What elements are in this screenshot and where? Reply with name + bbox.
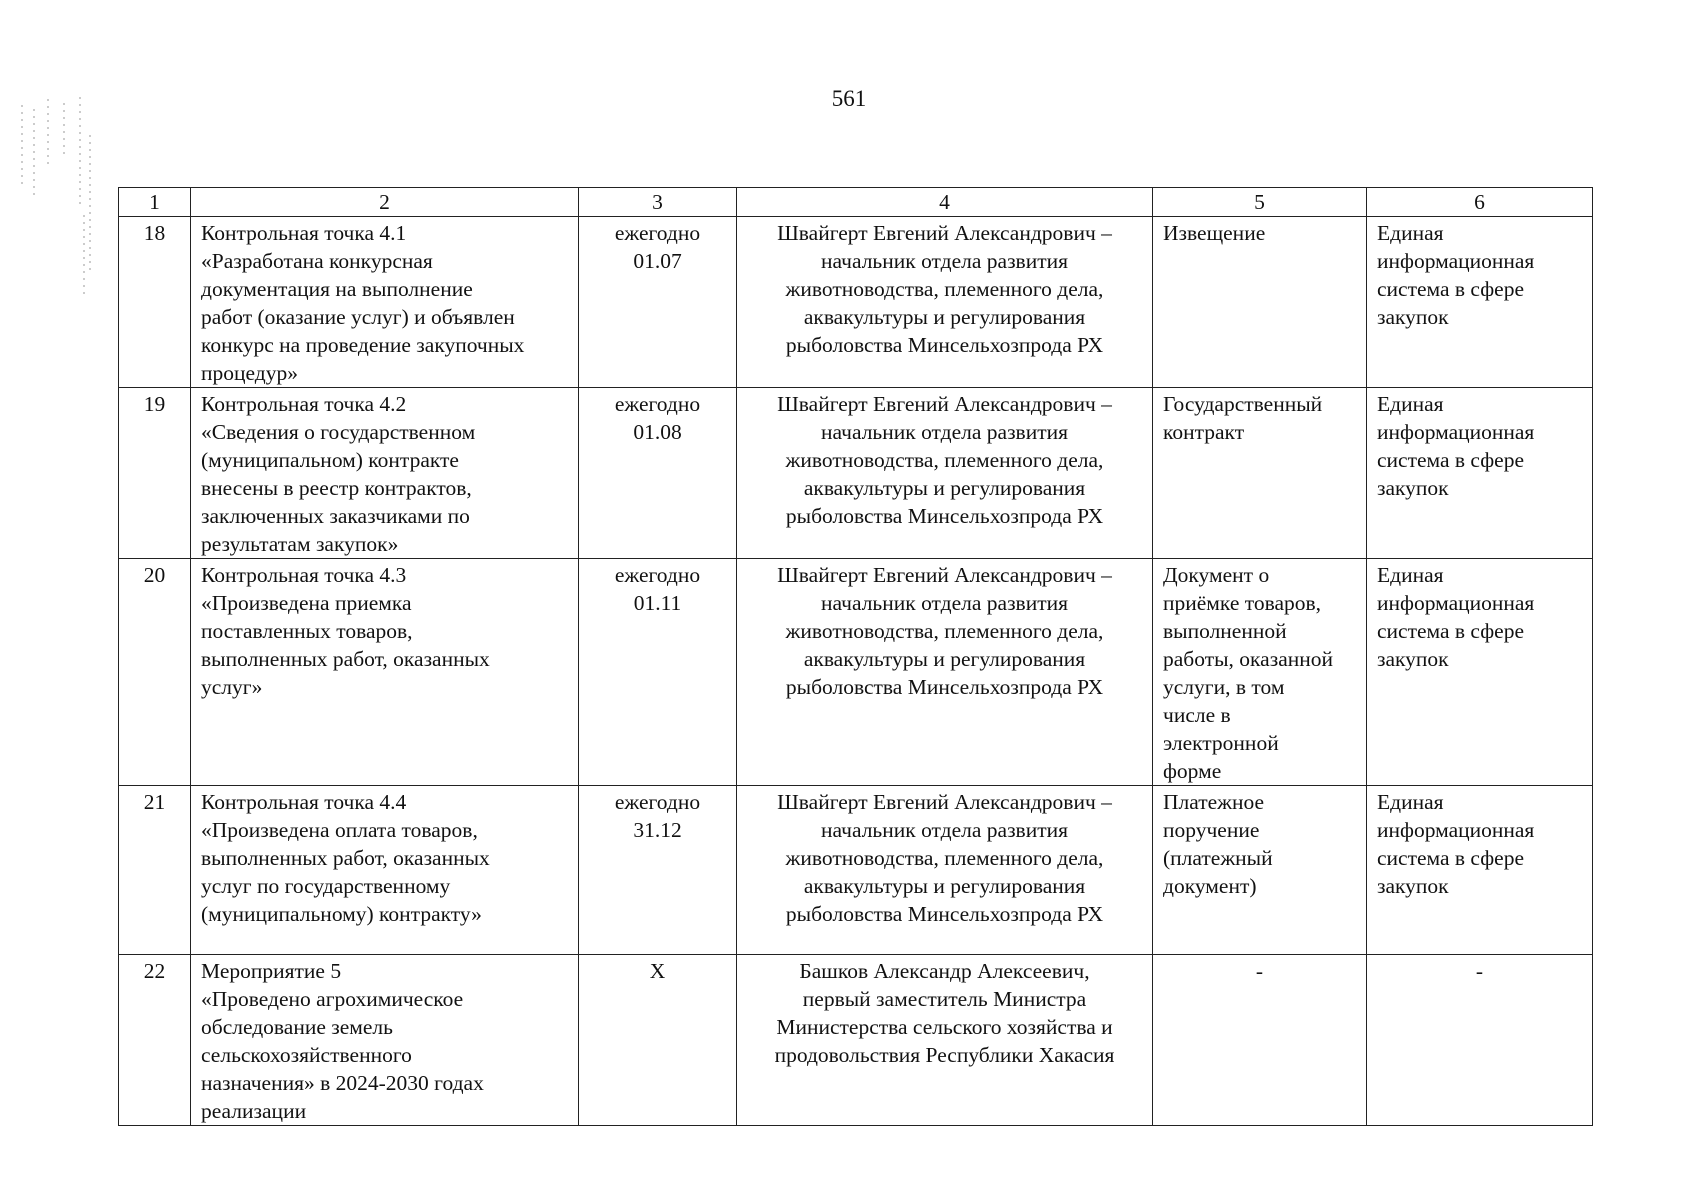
system-line: система в сфере	[1377, 619, 1525, 643]
responsible-line: рыболовства Минсельхозпрода РХ	[785, 504, 1104, 528]
deadline-line: ежегодно	[614, 392, 701, 416]
responsible-line: животноводства, племенного дела,	[785, 277, 1104, 301]
confirming-document	[1153, 559, 1367, 786]
document-line: Документ о	[1163, 563, 1270, 587]
deadline-line: 01.11	[633, 591, 682, 615]
responsible-line: рыболовства Минсельхозпрода РХ	[785, 333, 1104, 357]
responsible-line: рыболовства Минсельхозпрода РХ	[785, 902, 1104, 926]
document-line: приёмке товаров,	[1163, 591, 1322, 615]
activity-description	[191, 955, 579, 1126]
document-line: числе в	[1163, 703, 1231, 727]
information-system	[1367, 217, 1593, 388]
description-line: «Разработана конкурсная	[201, 249, 433, 273]
responsible-person	[737, 786, 1153, 955]
description-line: поставленных товаров,	[201, 619, 413, 643]
responsible-line: животноводства, племенного дела,	[785, 448, 1104, 472]
responsible-person	[737, 388, 1153, 559]
information-system	[1367, 786, 1593, 955]
description-line: Контрольная точка 4.3	[201, 563, 407, 587]
description-line: «Произведена оплата товаров,	[201, 818, 478, 842]
responsible-person	[737, 559, 1153, 786]
deadline-line: 01.08	[633, 420, 682, 444]
description-line: реализации	[201, 1099, 307, 1123]
responsible-line: продовольствия Республики Хакасия	[774, 1043, 1115, 1067]
description-line: «Проведено агрохимическое	[201, 987, 464, 1011]
system-line: Единая	[1377, 563, 1444, 587]
description-line: выполненных работ, оказанных	[201, 846, 490, 870]
description-line: сельскохозяйственного	[201, 1043, 412, 1067]
confirming-document	[1153, 955, 1367, 1126]
system-line: закупок	[1377, 305, 1449, 329]
responsible-line: Швайгерт Евгений Александрович –	[777, 392, 1112, 416]
description-line: процедур»	[201, 361, 298, 385]
row-number: 18	[119, 217, 191, 388]
information-system	[1367, 388, 1593, 559]
responsible-line: аквакультуры и регулирования	[803, 647, 1086, 671]
column-number-3: 3	[579, 188, 737, 217]
responsible-line: рыболовства Минсельхозпрода РХ	[785, 675, 1104, 699]
responsible-line: начальник отдела развития	[820, 249, 1069, 273]
responsible-line: Министерства сельского хозяйства и	[776, 1015, 1113, 1039]
description-line: Контрольная точка 4.2	[201, 392, 407, 416]
responsible-person	[737, 955, 1153, 1126]
document-line: форме	[1163, 759, 1222, 783]
deadline-line: ежегодно	[614, 790, 701, 814]
page-number: 561	[831, 86, 867, 111]
table-row	[119, 559, 1593, 786]
responsible-line: Швайгерт Евгений Александрович –	[777, 221, 1112, 245]
system-line: закупок	[1377, 647, 1449, 671]
description-line: назначения» в 2024-2030 годах	[201, 1071, 484, 1095]
description-line: услуг по государственному	[201, 874, 451, 898]
system-line: система в сфере	[1377, 448, 1525, 472]
responsible-line: Башков Александр Алексеевич,	[799, 959, 1090, 983]
deadline-line: 31.12	[633, 818, 682, 842]
document-line: работы, оказанной	[1163, 647, 1334, 671]
description-line: обследование земель	[201, 1015, 393, 1039]
control-point-description	[191, 786, 579, 955]
deadline	[579, 217, 737, 388]
row-number: 21	[119, 786, 191, 955]
system-line: информационная	[1377, 818, 1535, 842]
description-line: результатам закупок»	[201, 532, 399, 556]
row-number: 19	[119, 388, 191, 559]
system-line: информационная	[1377, 249, 1535, 273]
description-line: Контрольная точка 4.1	[201, 221, 407, 245]
document-line: выполненной	[1163, 619, 1287, 643]
deadline	[579, 559, 737, 786]
information-system	[1367, 955, 1593, 1126]
description-line: документация на выполнение	[201, 277, 473, 301]
row-number: 22	[119, 955, 191, 1126]
control-point-description	[191, 388, 579, 559]
table-row	[119, 388, 1593, 559]
information-system	[1367, 559, 1593, 786]
system-line: система в сфере	[1377, 277, 1525, 301]
system-line: Единая	[1377, 392, 1444, 416]
column-number-5: 5	[1153, 188, 1367, 217]
description-line: работ (оказание услуг) и объявлен	[201, 305, 515, 329]
system-line: -	[1475, 959, 1484, 983]
document-line: Платежное	[1163, 790, 1265, 814]
system-line: закупок	[1377, 874, 1449, 898]
responsible-person	[737, 217, 1153, 388]
responsible-line: Швайгерт Евгений Александрович –	[777, 790, 1112, 814]
system-line: система в сфере	[1377, 846, 1525, 870]
document-line: поручение	[1163, 818, 1260, 842]
column-number-2: 2	[191, 188, 579, 217]
responsible-line: начальник отдела развития	[820, 420, 1069, 444]
document-line: Государственный	[1163, 392, 1323, 416]
table-row	[119, 955, 1593, 1126]
scan-artifact-marks	[18, 95, 98, 305]
deadline	[579, 388, 737, 559]
description-line: «Произведена приемка	[201, 591, 412, 615]
description-line: (муниципальном) контракте	[201, 448, 459, 472]
responsible-line: животноводства, племенного дела,	[785, 846, 1104, 870]
deadline-line: 01.07	[633, 249, 682, 273]
column-number-1: 1	[119, 188, 191, 217]
table-row	[119, 217, 1593, 388]
description-line: заключенных заказчиками по	[201, 504, 470, 528]
deadline	[579, 786, 737, 955]
description-line: внесены в реестр контрактов,	[201, 476, 472, 500]
responsible-line: аквакультуры и регулирования	[803, 874, 1086, 898]
responsible-line: аквакультуры и регулирования	[803, 305, 1086, 329]
confirming-document	[1153, 217, 1367, 388]
document-line: контракт	[1163, 420, 1245, 444]
deadline-line: Х	[649, 959, 666, 983]
responsible-line: первый заместитель Министра	[802, 987, 1087, 1011]
column-number-6: 6	[1367, 188, 1593, 217]
deadline-line: ежегодно	[614, 221, 701, 245]
deadline-line: ежегодно	[614, 563, 701, 587]
responsible-line: начальник отдела развития	[820, 818, 1069, 842]
confirming-document	[1153, 388, 1367, 559]
document-line: электронной	[1163, 731, 1279, 755]
table-row	[119, 786, 1593, 955]
responsible-line: Швайгерт Евгений Александрович –	[777, 563, 1112, 587]
responsible-line: животноводства, племенного дела,	[785, 619, 1104, 643]
system-line: Единая	[1377, 790, 1444, 814]
system-line: Единая	[1377, 221, 1444, 245]
document-line: документ)	[1163, 874, 1257, 898]
description-line: Контрольная точка 4.4	[201, 790, 407, 814]
confirming-document	[1153, 786, 1367, 955]
system-line: информационная	[1377, 591, 1535, 615]
description-line: услуг»	[201, 675, 263, 699]
description-line: Мероприятие 5	[201, 959, 342, 983]
description-line: «Сведения о государственном	[201, 420, 476, 444]
column-number-4: 4	[737, 188, 1153, 217]
document-line: (платежный	[1163, 846, 1273, 870]
responsible-line: аквакультуры и регулирования	[803, 476, 1086, 500]
document-line: услуги, в том	[1163, 675, 1285, 699]
description-line: (муниципальному) контракту»	[201, 902, 482, 926]
document-line: Извещение	[1163, 221, 1266, 245]
deadline	[579, 955, 737, 1126]
responsible-line: начальник отдела развития	[820, 591, 1069, 615]
control-point-description	[191, 559, 579, 786]
table-header-row	[119, 188, 1593, 217]
control-points-table	[118, 187, 1593, 1126]
system-line: информационная	[1377, 420, 1535, 444]
description-line: конкурс на проведение закупочных	[201, 333, 525, 357]
document-line: -	[1255, 959, 1264, 983]
description-line: выполненных работ, оказанных	[201, 647, 490, 671]
control-point-description	[191, 217, 579, 388]
row-number: 20	[119, 559, 191, 786]
system-line: закупок	[1377, 476, 1449, 500]
